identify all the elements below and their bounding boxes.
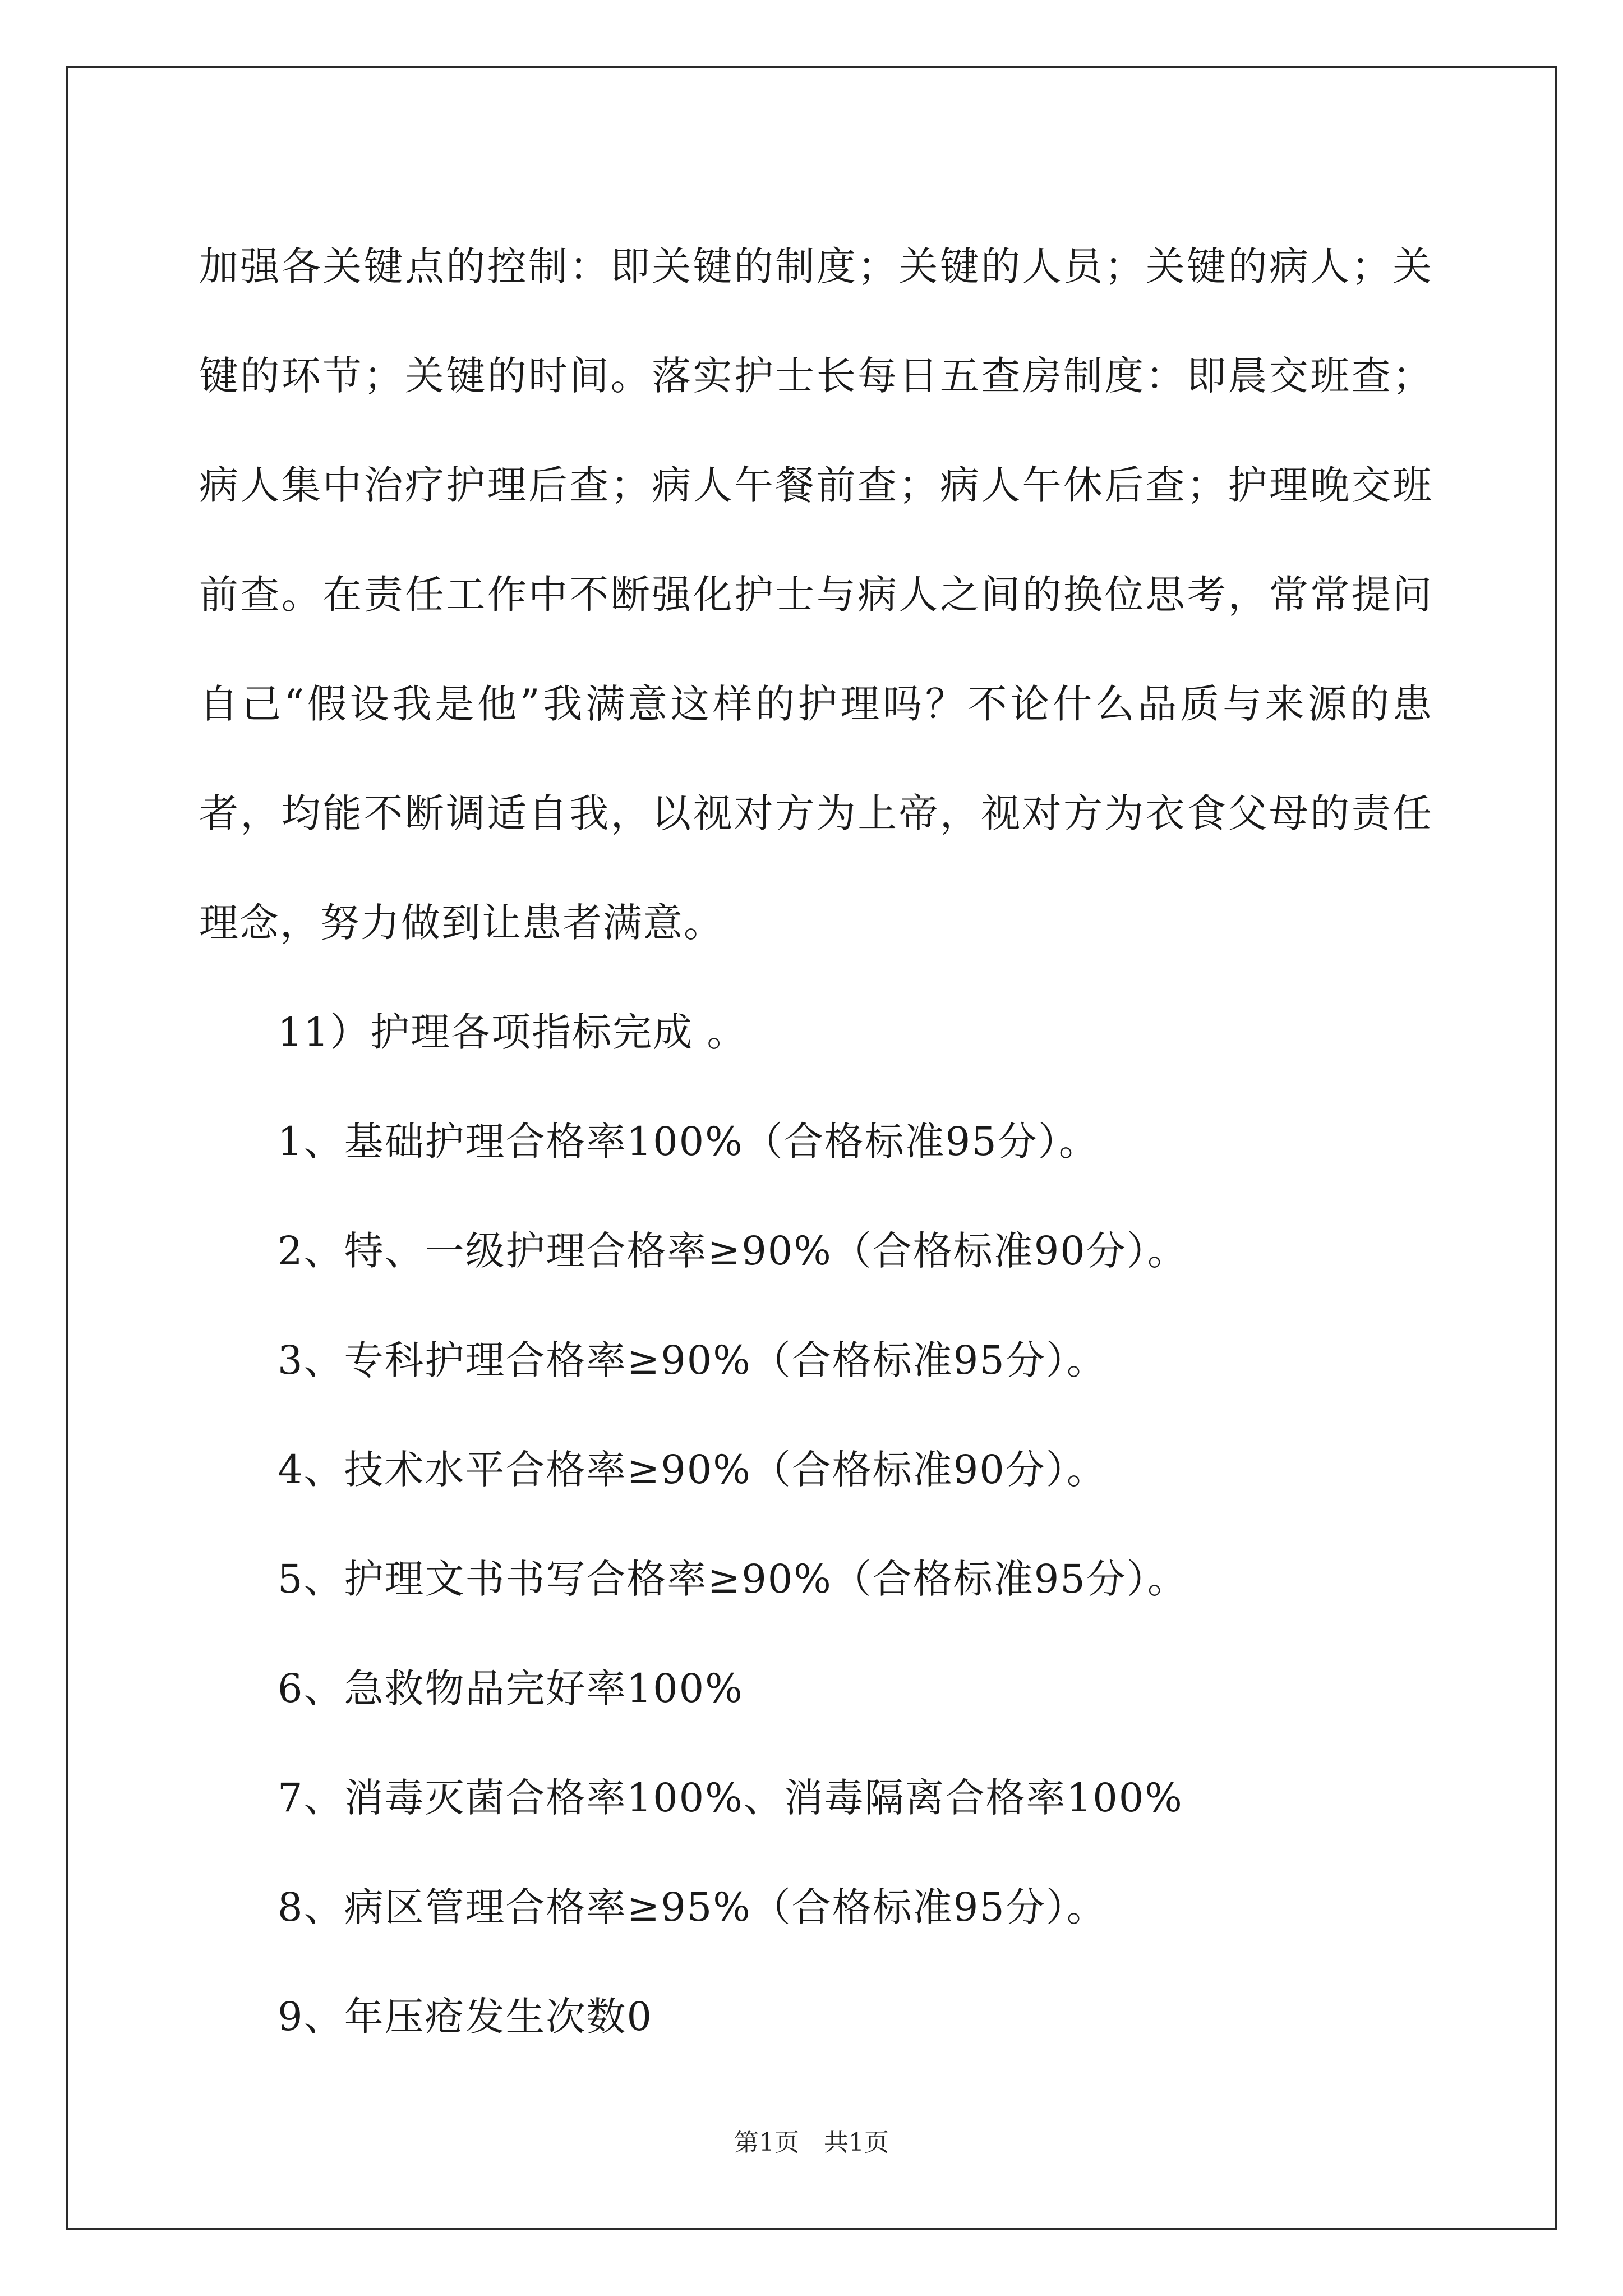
list-item: 9、年压疮发生次数0 <box>278 1994 653 2040</box>
list-item: 8、病区管理合格率≥95%（合格标准95分）。 <box>278 1884 1107 1930</box>
list-item: 6、急救物品完好率100% <box>278 1665 744 1711</box>
body-paragraph: 加强各关键点的控制：即关键的制度；关键的人员；关键的病人；关键的环节；关键的时间。落实护士长每日五查房制度：即晨交班查；病人集中治疗护理后查；病人午餐前查；病人午休后查；护理晚交班前查。在责任工作中不断强化护士与病人之间的换位思考，常常提问自己“假设我是他”我满意这样的护理吗？不论什么品质与来源的患者，均能不断调适自我，以视对方为上帝，视对方为衣食父母的责任理念，努力做到让患者满意。 <box>199 243 1433 946</box>
page-footer: 第1页 共1页 <box>734 2128 889 2157</box>
list-item: 7、消毒灭菌合格率100%、消毒隔离合格率100% <box>278 1775 1183 1821</box>
list-item: 5、护理文书书写合格率≥90%（合格标准95分）。 <box>278 1556 1188 1602</box>
list-item: 4、技术水平合格率≥90%（合格标准90分）。 <box>278 1447 1107 1493</box>
list-item: 1、基础护理合格率100%（合格标准95分）。 <box>278 1119 1099 1165</box>
list-item: 3、专科护理合格率≥90%（合格标准95分）。 <box>278 1337 1107 1383</box>
list-item: 2、特、一级护理合格率≥90%（合格标准90分）。 <box>278 1228 1188 1274</box>
document-body <box>199 212 1433 2072</box>
section-heading: 11）护理各项指标完成 。 <box>278 1009 748 1055</box>
